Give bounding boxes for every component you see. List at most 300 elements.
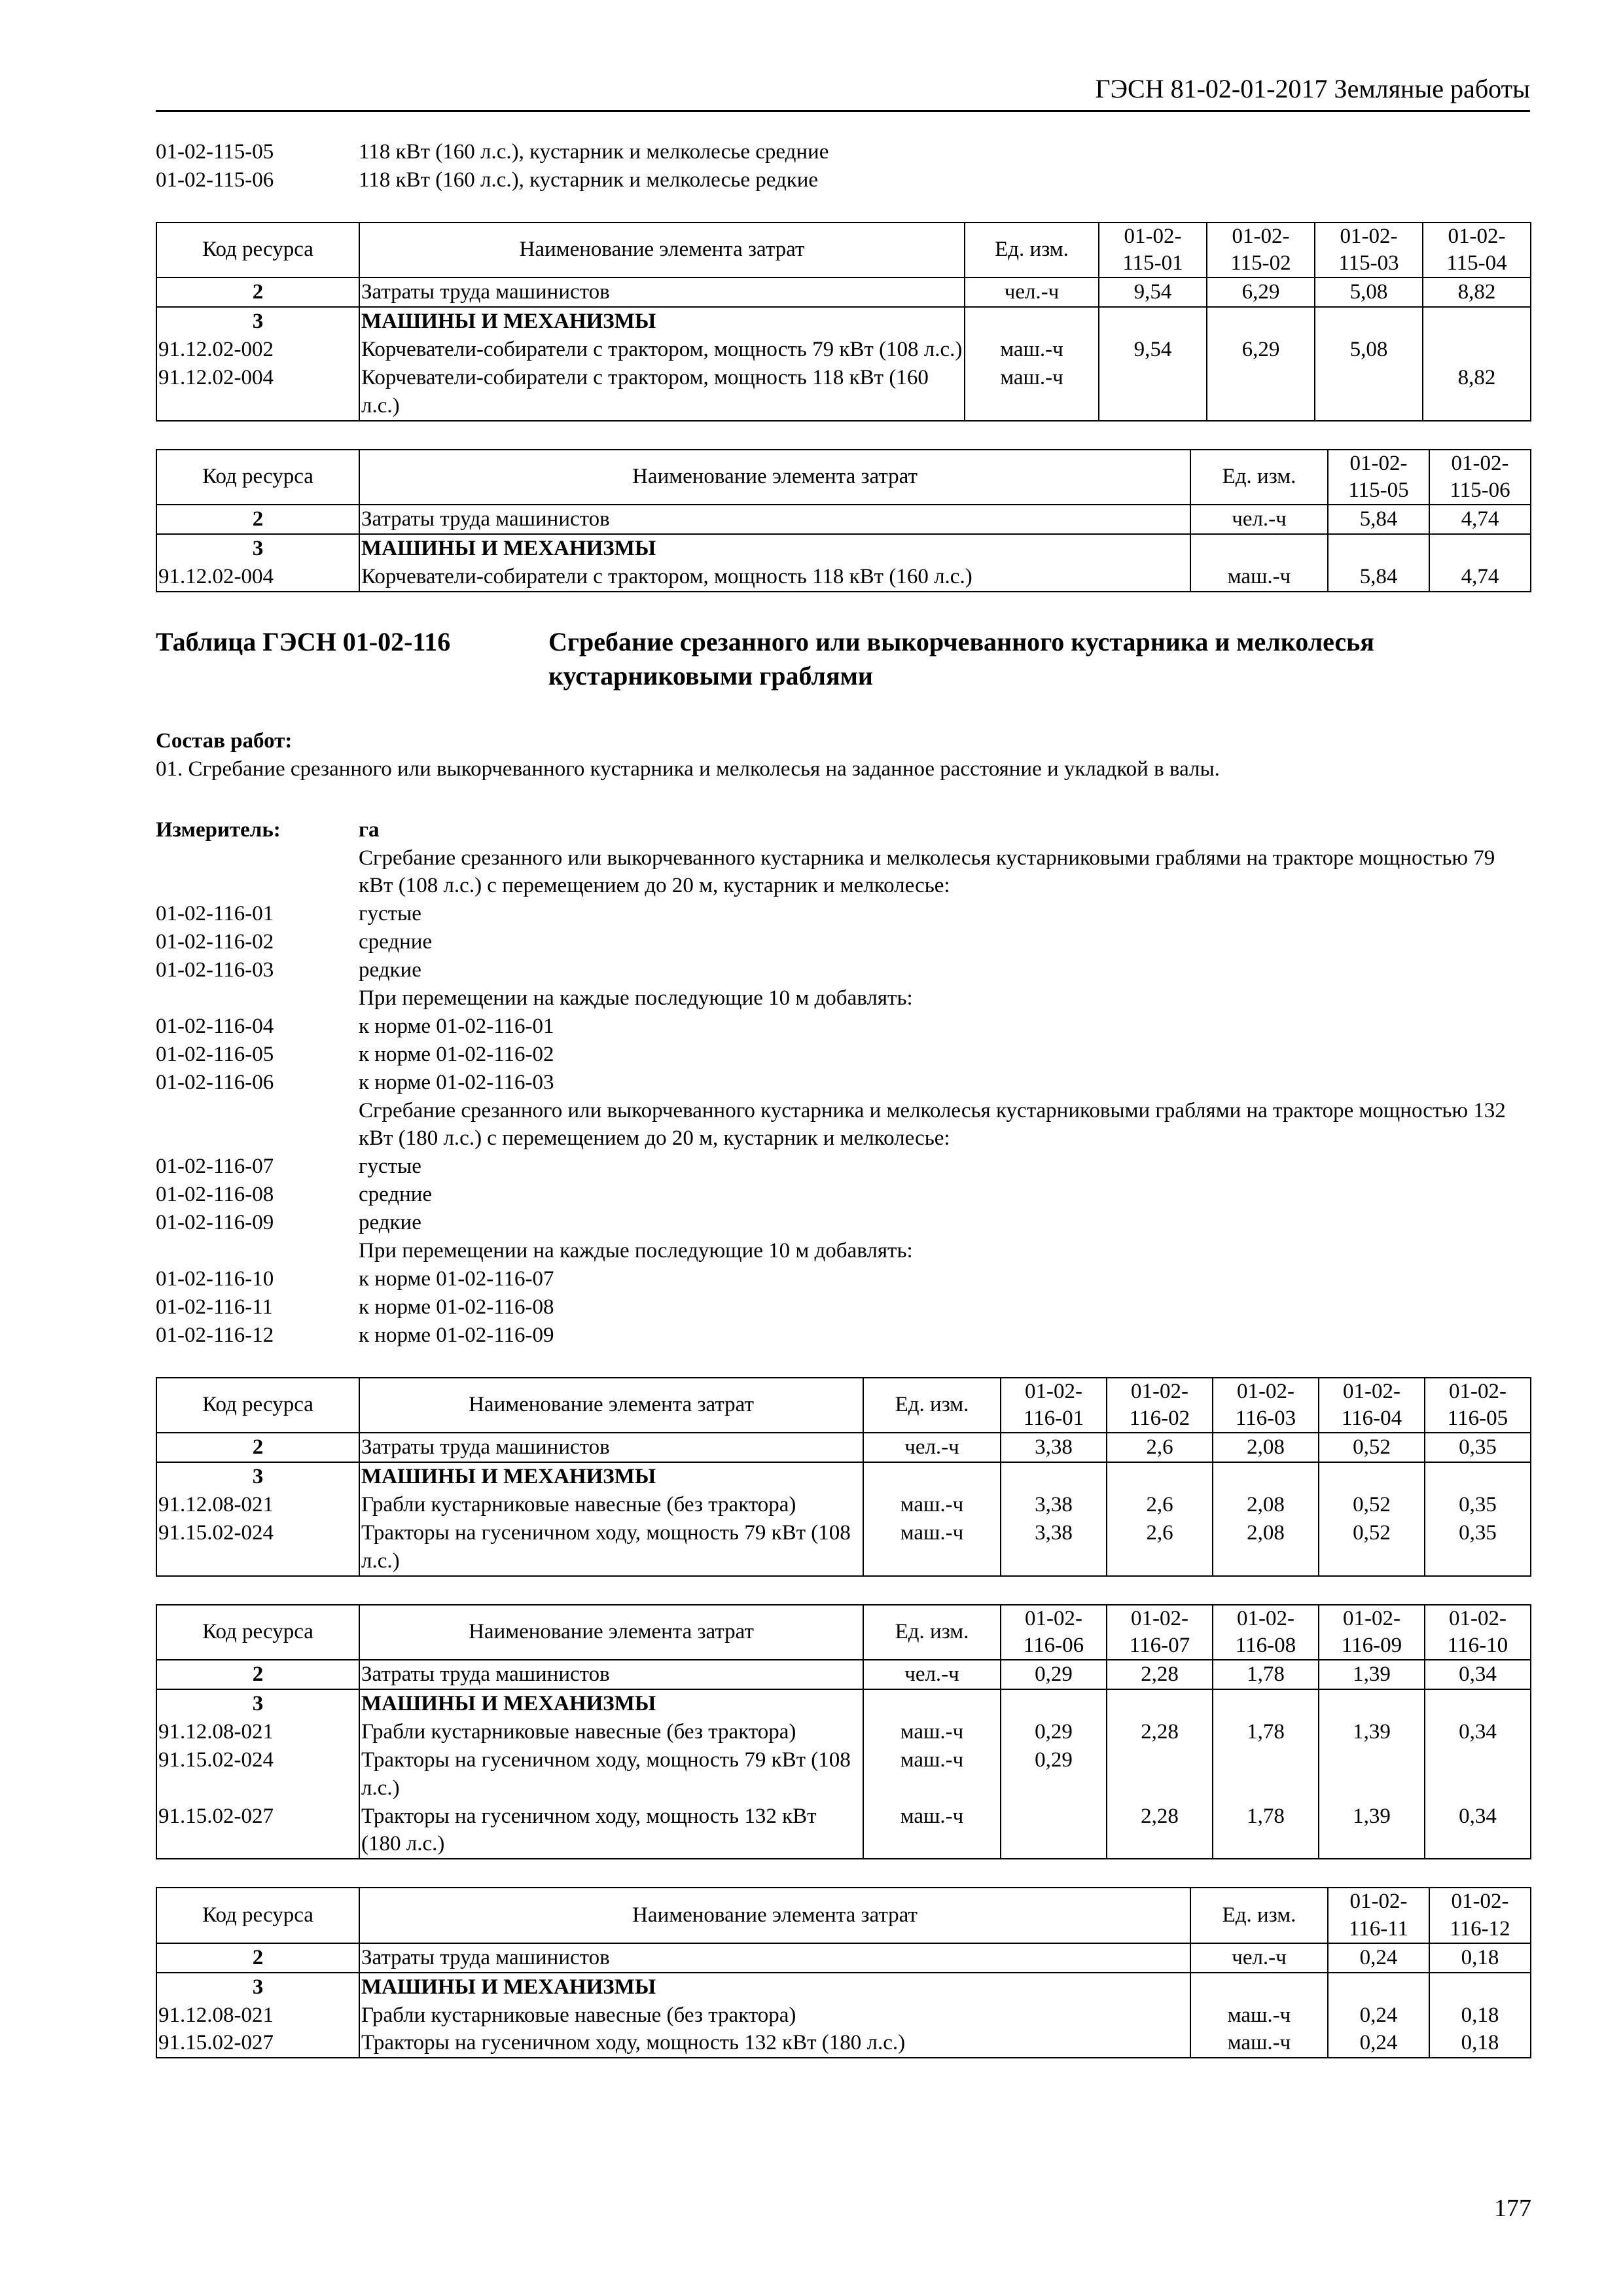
resource-code: 2 — [156, 505, 359, 534]
resource-unit: маш.-ч — [1190, 563, 1328, 592]
code-line — [156, 1097, 1530, 1153]
resource-name: МАШИНЫ И МЕХАНИЗМЫ — [359, 1689, 863, 1718]
norm-code: 01-02-115-05 — [156, 140, 274, 164]
norm-code-part: 115-01 — [1122, 251, 1183, 276]
norm-code-part: 116-06 — [1023, 1633, 1084, 1657]
resource-value — [1213, 1462, 1319, 1491]
resource-value — [1099, 364, 1207, 421]
norm-code-part: 116-11 — [1348, 1916, 1409, 1941]
resource-code: 91.12.02-002 — [156, 336, 359, 364]
code-line — [156, 1041, 1530, 1069]
norm-code-part: 01-02- — [1343, 1379, 1400, 1403]
norm-code: 01-02-116-03 — [156, 958, 274, 982]
resource-value — [1425, 1689, 1531, 1718]
header-norm-column — [1423, 223, 1531, 278]
resource-value: 2,6 — [1107, 1433, 1213, 1462]
resource-value: 3,38 — [1001, 1519, 1107, 1576]
header-norm-column — [1107, 1378, 1213, 1433]
norm-code-part: 01-02- — [1349, 451, 1408, 475]
code-line — [156, 844, 1530, 901]
norm-code-part: 01-02- — [1232, 224, 1290, 248]
norm-code: 01-02-116-10 — [156, 1266, 274, 1291]
resource-unit: маш.-ч — [863, 1718, 1001, 1746]
resource-value: 0,24 — [1328, 2029, 1429, 2058]
resource-code: 2 — [156, 278, 359, 307]
norm-description: к норме 01-02-116-09 — [359, 1323, 554, 1347]
table-row — [156, 1462, 1531, 1491]
resource-unit: маш.-ч — [863, 1746, 1001, 1803]
header-code: Код ресурса — [156, 1378, 359, 1433]
resource-value: 1,78 — [1213, 1660, 1319, 1689]
top-code-list — [156, 138, 1530, 194]
resource-value: 5,08 — [1315, 278, 1423, 307]
resource-table-116-01-05 — [156, 1377, 1531, 1577]
norm-code: 01-02-116-11 — [156, 1295, 274, 1319]
header-norm-column — [1213, 1378, 1319, 1433]
norm-description: 118 кВт (160 л.с.), кустарник и мелколесье редкие — [359, 168, 819, 192]
resource-code: 3 — [156, 1689, 359, 1718]
header-norm-column — [1425, 1378, 1531, 1433]
norm-description: средние — [359, 930, 433, 954]
header-code: Код ресурса — [156, 1605, 359, 1660]
resource-value: 1,78 — [1213, 1803, 1319, 1859]
header-name: Наименование элемента затрат — [359, 1605, 863, 1660]
resource-name: Корчеватели-собиратели с трактором, мощность 79 кВт (108 л.с.) — [359, 336, 965, 364]
resource-value — [1107, 1462, 1213, 1491]
norm-code-part: 116-05 — [1447, 1406, 1508, 1430]
norm-code: 01-02-116-09 — [156, 1211, 274, 1235]
norm-code-part: 01-02- — [1349, 1890, 1408, 1914]
norm-code: 01-02-116-01 — [156, 902, 274, 926]
resource-value — [1328, 1973, 1429, 2001]
resource-name: Тракторы на гусеничном ходу, мощность 132 кВт (180 л.с.) — [359, 1803, 863, 1859]
table-header-row — [156, 1888, 1531, 1943]
code-line — [156, 1293, 1530, 1321]
resource-value: 3,38 — [1001, 1491, 1107, 1519]
resource-name: Затраты труда машинистов — [359, 505, 1190, 534]
norm-description: Сгребание срезанного или выкорчеванного кустарника и мелколесья кустарниковыми граблями на тракторе мощностью 79 кВт (108 л.с.) с перемещением до 20 м, кустарник и мелколесье: — [359, 846, 1495, 898]
resource-unit: маш.-ч — [965, 336, 1099, 364]
resource-value: 2,28 — [1107, 1803, 1213, 1859]
norm-code — [156, 984, 359, 1013]
table-row — [156, 1689, 1531, 1718]
resource-unit: маш.-ч — [965, 364, 1099, 421]
norm-description: Сгребание срезанного или выкорчеванного кустарника и мелколесья кустарниковыми граблями на тракторе мощностью 132 кВт (180 л.с.) с перемещением до 20 м, кустарник и мелколесье: — [359, 1098, 1506, 1151]
resource-value: 1,39 — [1319, 1718, 1425, 1746]
table-heading — [156, 625, 1530, 693]
resource-value: 0,29 — [1001, 1746, 1107, 1803]
norm-code-part: 01-02- — [1131, 1379, 1188, 1403]
resource-value — [1423, 336, 1531, 364]
header-name: Наименование элемента затрат — [359, 450, 1190, 505]
resource-value — [1315, 364, 1423, 421]
resource-value: 0,35 — [1425, 1491, 1531, 1519]
resource-table-116-11-12 — [156, 1887, 1531, 2058]
norm-code: 01-02-116-07 — [156, 1155, 274, 1179]
resource-name: МАШИНЫ И МЕХАНИЗМЫ — [359, 1973, 1190, 2001]
resource-value: 0,18 — [1429, 2029, 1531, 2058]
resource-value: 8,82 — [1423, 278, 1531, 307]
norm-description: к норме 01-02-116-02 — [359, 1042, 554, 1066]
resource-value: 0,34 — [1425, 1803, 1531, 1859]
table-header-row — [156, 223, 1531, 278]
header-norm-column — [1429, 450, 1531, 505]
norm-code-part: 116-04 — [1341, 1406, 1402, 1430]
norm-code-part: 01-02- — [1124, 224, 1182, 248]
resource-name: Тракторы на гусеничном ходу, мощность 79 кВт (108 л.с.) — [359, 1746, 863, 1803]
resource-unit: маш.-ч — [863, 1491, 1001, 1519]
resource-value: 3,38 — [1001, 1433, 1107, 1462]
resource-value — [1099, 307, 1207, 336]
norm-code-part: 116-08 — [1235, 1633, 1296, 1657]
resource-name: Тракторы на гусеничном ходу, мощность 132 кВт (180 л.с.) — [359, 2029, 1190, 2058]
norm-code-part: 01-02- — [1131, 1606, 1188, 1630]
resource-code: 91.12.08-021 — [156, 1491, 359, 1519]
resource-code: 3 — [156, 1462, 359, 1491]
table-row — [156, 1943, 1531, 1973]
norm-code: 01-02-116-04 — [156, 1014, 274, 1038]
header-name: Наименование элемента затрат — [359, 1888, 1190, 1943]
resource-value: 0,18 — [1429, 1943, 1531, 1973]
code-line — [156, 1209, 1530, 1237]
header-norm-column — [1213, 1605, 1319, 1660]
norm-description: густые — [359, 1155, 421, 1179]
resource-value: 9,54 — [1099, 336, 1207, 364]
code-line — [156, 900, 1530, 928]
resource-name: Затраты труда машинистов — [359, 278, 965, 307]
resource-name: Грабли кустарниковые навесные (без трактора) — [359, 1491, 863, 1519]
header-norm-column — [1099, 223, 1207, 278]
norm-code: 01-02-116-08 — [156, 1183, 274, 1207]
resource-value — [1001, 1462, 1107, 1491]
code-line — [156, 956, 1530, 984]
resource-value: 0,29 — [1001, 1718, 1107, 1746]
norm-description: При перемещении на каждые последующие 10 м добавлять: — [359, 1239, 913, 1263]
header-norm-column — [1429, 1888, 1531, 1943]
resource-value: 0,24 — [1328, 1943, 1429, 1973]
resource-unit — [863, 1462, 1001, 1491]
table-row — [156, 364, 1531, 421]
resource-code: 3 — [156, 534, 359, 563]
resource-name: Затраты труда машинистов — [359, 1660, 863, 1689]
resource-value: 8,82 — [1423, 364, 1531, 421]
resource-unit: маш.-ч — [1190, 2029, 1328, 2058]
norm-code-part: 115-06 — [1450, 478, 1510, 502]
header-code: Код ресурса — [156, 450, 359, 505]
resource-value: 0,52 — [1319, 1491, 1425, 1519]
resource-value — [1107, 1746, 1213, 1803]
resource-unit: чел.-ч — [1190, 1943, 1328, 1973]
norm-code-part: 01-02- — [1449, 1379, 1507, 1403]
resource-value: 0,35 — [1425, 1519, 1531, 1576]
resource-table-115-01-04 — [156, 222, 1531, 422]
resource-value — [1001, 1689, 1107, 1718]
resource-value: 1,78 — [1213, 1718, 1319, 1746]
norm-code — [156, 1237, 359, 1265]
table-row — [156, 1973, 1531, 2001]
composition-label: Состав работ: — [156, 728, 293, 753]
norm-code-part: 115-05 — [1348, 478, 1409, 502]
header-norm-column — [1001, 1378, 1107, 1433]
header-name: Наименование элемента затрат — [359, 223, 965, 278]
resource-value: 4,74 — [1429, 563, 1531, 592]
norm-description: к норме 01-02-116-03 — [359, 1070, 554, 1094]
norm-code: 01-02-116-12 — [156, 1323, 274, 1347]
table-title: Сгребание срезанного или выкорчеванного кустарника и мелколесья кустарниковыми граблями — [548, 626, 1374, 691]
header-code: Код ресурса — [156, 223, 359, 278]
resource-name: Тракторы на гусеничном ходу, мощность 79 кВт (108 л.с.) — [359, 1519, 863, 1576]
code-line — [156, 138, 1530, 166]
resource-value: 2,6 — [1107, 1519, 1213, 1576]
norm-code-part: 01-02- — [1451, 451, 1509, 475]
table-row — [156, 563, 1531, 592]
page-number: 177 — [1494, 2195, 1531, 2222]
resource-value — [1425, 1746, 1531, 1803]
resource-value — [1319, 1462, 1425, 1491]
resource-code: 2 — [156, 1433, 359, 1462]
norm-code: 01-02-116-06 — [156, 1070, 274, 1094]
norm-code-part: 01-02- — [1448, 224, 1506, 248]
code-line — [156, 1181, 1530, 1209]
resource-unit — [1190, 1973, 1328, 2001]
resource-value: 9,54 — [1099, 278, 1207, 307]
table-row — [156, 2001, 1531, 2030]
table-header-row — [156, 450, 1531, 505]
resource-unit: маш.-ч — [863, 1519, 1001, 1576]
norm-description: средние — [359, 1183, 433, 1207]
resource-code: 91.12.08-021 — [156, 2001, 359, 2030]
table-row — [156, 1433, 1531, 1462]
norm-code-part: 01-02- — [1237, 1379, 1294, 1403]
header-norm-column — [1425, 1605, 1531, 1660]
meter-value: га — [359, 817, 380, 842]
norm-description: При перемещении на каждые последующие 10 м добавлять: — [359, 986, 913, 1011]
resource-unit: маш.-ч — [863, 1803, 1001, 1859]
header-unit: Ед. изм. — [863, 1605, 1001, 1660]
resource-value: 2,28 — [1107, 1718, 1213, 1746]
resource-code: 91.15.02-027 — [156, 2029, 359, 2058]
resource-code: 91.15.02-024 — [156, 1519, 359, 1576]
resource-unit — [1190, 534, 1328, 563]
resource-value: 6,29 — [1207, 336, 1315, 364]
norm-description: 118 кВт (160 л.с.), кустарник и мелколесье средние — [359, 140, 829, 164]
resource-code: 2 — [156, 1660, 359, 1689]
resource-table-116-06-10 — [156, 1604, 1531, 1860]
resource-value: 0,18 — [1429, 2001, 1531, 2030]
table-number: Таблица ГЭСН 01-02-116 — [156, 626, 451, 656]
norm-code-part: 116-03 — [1235, 1406, 1296, 1430]
resource-value — [1315, 307, 1423, 336]
resource-name: Затраты труда машинистов — [359, 1943, 1190, 1973]
header-norm-column — [1107, 1605, 1213, 1660]
resource-name: Корчеватели-собиратели с трактором, мощность 118 кВт (160 л.с.) — [359, 563, 1190, 592]
code-line — [156, 1153, 1530, 1181]
resource-value: 0,34 — [1425, 1660, 1531, 1689]
resource-value: 0,29 — [1001, 1660, 1107, 1689]
norm-code-part: 115-03 — [1338, 251, 1399, 276]
resource-code: 3 — [156, 1973, 359, 2001]
header-norm-column — [1207, 223, 1315, 278]
norm-code: 01-02-116-05 — [156, 1042, 274, 1066]
norm-code: 01-02-116-02 — [156, 930, 274, 954]
table-header-row — [156, 1378, 1531, 1433]
resource-name: МАШИНЫ И МЕХАНИЗМЫ — [359, 1462, 863, 1491]
table-row — [156, 534, 1531, 563]
norm-code-part: 116-10 — [1447, 1633, 1508, 1657]
resource-code: 91.12.02-004 — [156, 563, 359, 592]
resource-unit — [863, 1689, 1001, 1718]
header-norm-column — [1328, 450, 1429, 505]
table-row — [156, 1803, 1531, 1859]
table-row — [156, 1718, 1531, 1746]
resource-value: 0,34 — [1425, 1718, 1531, 1746]
resource-value: 2,08 — [1213, 1433, 1319, 1462]
norm-code-part: 116-09 — [1341, 1633, 1402, 1657]
header-code: Код ресурса — [156, 1888, 359, 1943]
table-row — [156, 278, 1531, 307]
resource-name: МАШИНЫ И МЕХАНИЗМЫ — [359, 307, 965, 336]
norm-description: к норме 01-02-116-07 — [359, 1266, 554, 1291]
norm-description: к норме 01-02-116-01 — [359, 1014, 554, 1038]
table-row — [156, 1491, 1531, 1519]
resource-value: 6,29 — [1207, 278, 1315, 307]
code-line — [156, 984, 1530, 1013]
resource-unit: чел.-ч — [863, 1660, 1001, 1689]
code-line — [156, 1265, 1530, 1293]
table-row — [156, 1660, 1531, 1689]
resource-value — [1429, 534, 1531, 563]
table-row — [156, 2029, 1531, 2058]
header-norm-column — [1319, 1605, 1425, 1660]
norm-description: к норме 01-02-116-08 — [359, 1295, 554, 1319]
resource-name: Грабли кустарниковые навесные (без трактора) — [359, 1718, 863, 1746]
resource-value: 2,6 — [1107, 1491, 1213, 1519]
table-row — [156, 336, 1531, 364]
norm-code-part: 116-07 — [1129, 1633, 1190, 1657]
resource-table-115-05-06 — [156, 449, 1531, 592]
norm-code-part: 115-04 — [1446, 251, 1507, 276]
header-unit: Ед. изм. — [965, 223, 1099, 278]
norm-code: 01-02-115-06 — [156, 168, 274, 192]
meter-label: Измеритель: — [156, 817, 281, 842]
resource-code: 2 — [156, 1943, 359, 1973]
norm-code-part: 116-12 — [1450, 1916, 1510, 1941]
header-unit: Ед. изм. — [1190, 1888, 1328, 1943]
document-page — [156, 72, 1530, 2058]
header-unit: Ед. изм. — [863, 1378, 1001, 1433]
resource-code: 91.12.02-004 — [156, 364, 359, 421]
resource-code: 91.15.02-024 — [156, 1746, 359, 1803]
norm-code — [156, 1097, 359, 1153]
meter-line — [156, 816, 1530, 844]
composition-text: 01. Сгребание срезанного или выкорчеванного кустарника и мелколесья на заданное расстояние и укладкой в валы. — [156, 757, 1220, 781]
norm-description: редкие — [359, 1211, 421, 1235]
resource-value: 4,74 — [1429, 505, 1531, 534]
resource-name: Грабли кустарниковые навесные (без трактора) — [359, 2001, 1190, 2030]
resource-unit: чел.-ч — [965, 278, 1099, 307]
resource-value — [1423, 307, 1531, 336]
norm-code-part: 116-02 — [1129, 1406, 1190, 1430]
resource-unit: чел.-ч — [1190, 505, 1328, 534]
norm-code-part: 116-01 — [1023, 1406, 1084, 1430]
header-unit: Ед. изм. — [1190, 450, 1328, 505]
resource-value — [1425, 1462, 1531, 1491]
table-row — [156, 505, 1531, 534]
resource-value — [1213, 1746, 1319, 1803]
resource-value: 5,84 — [1328, 505, 1429, 534]
header-name: Наименование элемента затрат — [359, 1378, 863, 1433]
resource-value — [1429, 1973, 1531, 2001]
norm-code-part: 01-02- — [1025, 1379, 1082, 1403]
resource-value: 0,35 — [1425, 1433, 1531, 1462]
code-line — [156, 1069, 1530, 1097]
resource-value: 2,08 — [1213, 1491, 1319, 1519]
resource-unit — [965, 307, 1099, 336]
resource-value: 5,84 — [1328, 563, 1429, 592]
resource-value — [1207, 307, 1315, 336]
norm-code-part: 01-02- — [1025, 1606, 1082, 1630]
resource-value: 1,39 — [1319, 1803, 1425, 1859]
norm-description: редкие — [359, 958, 421, 982]
header-norm-column — [1001, 1605, 1107, 1660]
resource-value — [1319, 1689, 1425, 1718]
resource-unit: чел.-ч — [863, 1433, 1001, 1462]
table-row — [156, 1519, 1531, 1576]
norm-code-part: 115-02 — [1230, 251, 1291, 276]
resource-value: 0,24 — [1328, 2001, 1429, 2030]
norm-list — [156, 844, 1530, 1350]
resource-value: 2,28 — [1107, 1660, 1213, 1689]
header-norm-column — [1315, 223, 1423, 278]
norm-description: густые — [359, 902, 421, 926]
resource-name: Корчеватели-собиратели с трактором, мощность 118 кВт (160 л.с.) — [359, 364, 965, 421]
resource-code: 3 — [156, 307, 359, 336]
code-line — [156, 1321, 1530, 1350]
resource-code: 91.15.02-027 — [156, 1803, 359, 1859]
resource-code: 91.12.08-021 — [156, 1718, 359, 1746]
code-line — [156, 1013, 1530, 1041]
header-norm-column — [1319, 1378, 1425, 1433]
code-line — [156, 1237, 1530, 1265]
resource-value: 0,52 — [1319, 1519, 1425, 1576]
resource-name: МАШИНЫ И МЕХАНИЗМЫ — [359, 534, 1190, 563]
resource-unit: маш.-ч — [1190, 2001, 1328, 2030]
table-row — [156, 1746, 1531, 1803]
table-row — [156, 307, 1531, 336]
resource-name: Затраты труда машинистов — [359, 1433, 863, 1462]
resource-value — [1107, 1689, 1213, 1718]
norm-code-part: 01-02- — [1451, 1890, 1509, 1914]
header-norm-column — [1328, 1888, 1429, 1943]
resource-value — [1213, 1689, 1319, 1718]
resource-value — [1328, 534, 1429, 563]
resource-value — [1001, 1803, 1107, 1859]
resource-value: 1,39 — [1319, 1660, 1425, 1689]
norm-code-part: 01-02- — [1237, 1606, 1294, 1630]
running-header: ГЭСН 81-02-01-2017 Земляные работы — [156, 72, 1530, 112]
resource-value: 5,08 — [1315, 336, 1423, 364]
norm-code-part: 01-02- — [1340, 224, 1398, 248]
resource-value — [1319, 1746, 1425, 1803]
code-line — [156, 166, 1530, 194]
resource-value — [1207, 364, 1315, 421]
code-line — [156, 928, 1530, 956]
norm-code-part: 01-02- — [1449, 1606, 1507, 1630]
norm-code-part: 01-02- — [1343, 1606, 1400, 1630]
table-header-row — [156, 1605, 1531, 1660]
resource-value: 0,52 — [1319, 1433, 1425, 1462]
resource-value: 2,08 — [1213, 1519, 1319, 1576]
